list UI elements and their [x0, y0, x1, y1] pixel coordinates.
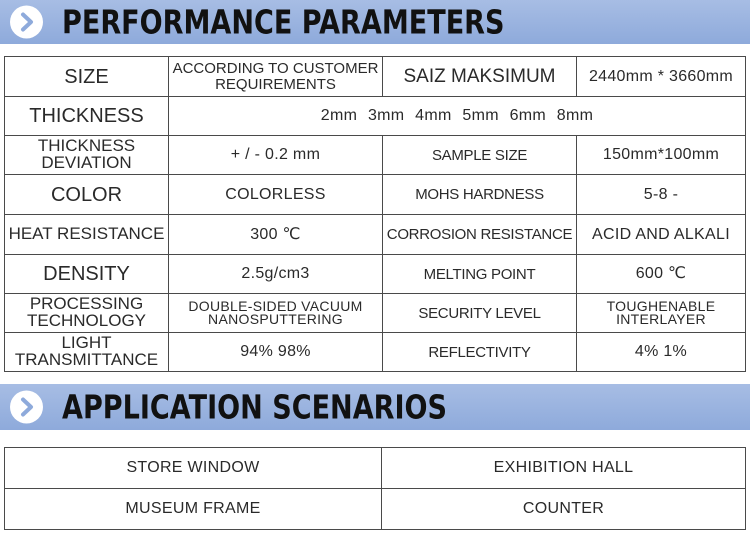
color-value: COLORLESS: [169, 175, 383, 215]
deviation-label: THICKNESS DEVIATION: [5, 136, 169, 175]
light-transmittance-label: LIGHT TRANSMITTANCE: [5, 333, 169, 372]
corrosion-resistance-value: ACID AND ALKALI: [577, 215, 746, 255]
table-row: [5, 333, 746, 372]
application-item: COUNTER: [382, 489, 746, 530]
reflectivity-value: 4% 1%: [577, 333, 746, 372]
table-row: [5, 448, 746, 489]
reflectivity-label: REFLECTIVITY: [383, 333, 577, 372]
heat-resistance-label: HEAT RESISTANCE: [5, 215, 169, 255]
processing-label: PROCESSING TECHNOLOGY: [5, 294, 169, 333]
max-size-label: SAIZ MAKSIMUM: [383, 57, 577, 97]
performance-banner: [0, 0, 750, 44]
max-size-value: 2440mm * 3660mm: [577, 57, 746, 97]
light-transmittance-value: 94% 98%: [169, 333, 383, 372]
application-item: STORE WINDOW: [5, 448, 382, 489]
mohs-hardness-value: 5-8 -: [577, 175, 746, 215]
size-label: SIZE: [5, 57, 169, 97]
application-item: MUSEUM FRAME: [5, 489, 382, 530]
security-level-label: SECURITY LEVEL: [383, 294, 577, 333]
applications-banner: [0, 384, 750, 430]
heat-resistance-value: 300 ℃: [169, 215, 383, 255]
security-level-value: TOUGHENABLE INTERLAYER: [577, 294, 746, 333]
table-row: [5, 215, 746, 255]
processing-value: DOUBLE-SIDED VACUUM NANOSPUTTERING: [169, 294, 383, 333]
deviation-value: + / - 0.2 mm: [169, 136, 383, 175]
sample-size-label: SAMPLE SIZE: [383, 136, 577, 175]
table-row: [5, 57, 746, 97]
melting-point-label: MELTING POINT: [383, 255, 577, 294]
thickness-label: THICKNESS: [5, 97, 169, 136]
performance-table: [4, 56, 746, 372]
table-row: [5, 136, 746, 175]
applications-title: APPLICATION SCENARIOS: [62, 387, 448, 427]
corrosion-resistance-label: CORROSION RESISTANCE: [383, 215, 577, 255]
performance-title: PERFORMANCE PARAMETERS: [62, 2, 505, 42]
table-row: [5, 294, 746, 333]
density-value: 2.5g/cm3: [169, 255, 383, 294]
table-row: [5, 489, 746, 530]
table-row: [5, 175, 746, 215]
chevron-right-circle-icon: [10, 391, 43, 424]
chevron-right-circle-icon: [10, 6, 43, 39]
applications-table: [4, 447, 746, 530]
size-value: ACCORDING TO CUSTOMER REQUIREMENTS: [169, 57, 383, 97]
thickness-value: 2mm 3mm 4mm 5mm 6mm 8mm: [169, 97, 746, 136]
color-label: COLOR: [5, 175, 169, 215]
table-row: [5, 97, 746, 136]
mohs-hardness-label: MOHS HARDNESS: [383, 175, 577, 215]
density-label: DENSITY: [5, 255, 169, 294]
melting-point-value: 600 ℃: [577, 255, 746, 294]
table-row: [5, 255, 746, 294]
application-item: EXHIBITION HALL: [382, 448, 746, 489]
sample-size-value: 150mm*100mm: [577, 136, 746, 175]
